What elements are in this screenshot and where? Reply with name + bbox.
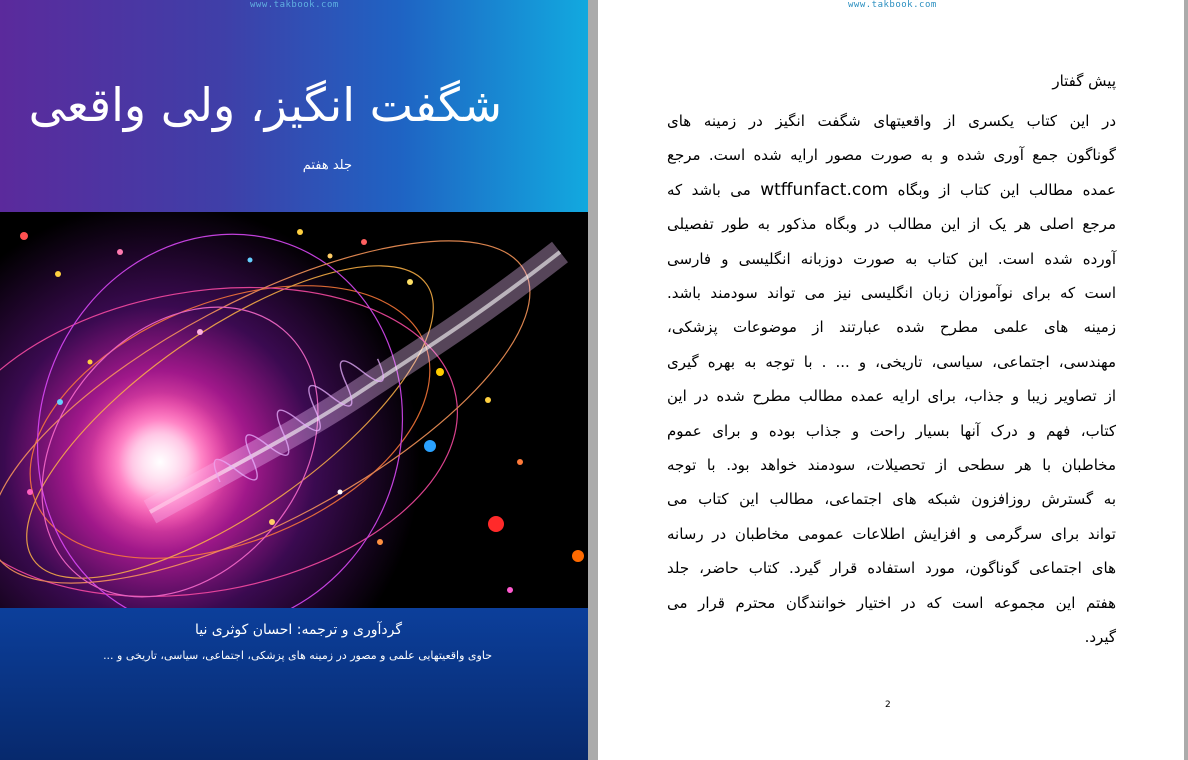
body-line: مخاطبان با هر سطحی از تحصیلات، سودمند خواهد بود. با توجه [667,456,1116,475]
body-line: گوناگون جمع آوری شده و به صورت مصور ارایه شده است. مرجع [667,146,1116,165]
body-line: هفتم این مجموعه است که در اختیار خوانندگان محترم قرار می [667,593,1116,612]
body-line: های اجتماعی گوناگون، مورد استفاده قرار گیرد. کتاب حاضر، جلد [667,559,1116,578]
cover-header-band [0,0,588,212]
preface-heading: پیش گفتار [1052,72,1116,90]
cover-artwork [0,212,588,608]
body-line-text: می باشد که [667,180,751,199]
cover-title: شگفت انگیز، ولی واقعی [28,78,502,132]
body-line: از تصاویر زیبا و جذاب، برای ارایه عمده مطالب مطرح شده در این [667,387,1116,406]
body-line-text: عمده مطالب این کتاب از وبگاه [897,180,1116,199]
watermark: www.takbook.com [250,0,339,10]
body-line: زمینه های علمی مطرح شده عبارتند از موضوعات پزشکی، [667,318,1116,337]
body-line: کتاب، فهم و درک آنها بسیار راحت و جذاب بوده و برای عموم [667,421,1116,440]
preface-body [667,104,1116,655]
body-line: مرجع اصلی هر یک از این مطالب در وبگاه مذکور به طور تفصیلی [667,215,1116,234]
cover-subtitle: حاوی واقعیتهایی علمی و مصور در زمینه های پزشکی، اجتماعی، سیاسی، تاریخی و ... [103,649,492,662]
preface-page [598,0,1184,760]
book-cover [0,0,588,760]
body-line: تواند برای سرگرمی و افزایش اطلاعات عمومی مخاطبان در رسانه [667,524,1116,543]
body-line: گیرد. [1084,628,1116,647]
cover-footer-band [0,608,588,760]
body-line: در این کتاب یکسری از واقعیتهای شگفت انگیز در زمینه های [667,112,1116,130]
body-line: مهندسی، اجتماعی، سیاسی، تاریخی، و ... . با توجه به بهره گیری [667,352,1116,371]
body-line [667,173,1116,207]
body-line: به گسترش روزافزون شبکه های اجتماعی، مطالب این کتاب می [667,490,1116,509]
cover-volume: جلد هفتم [302,158,352,173]
watermark: www.takbook.com [848,0,937,10]
body-line: است که برای نوآموزان زبان انگلیسی نیز می تواند سودمند باشد. [667,284,1116,303]
page-number: 2 [885,700,891,710]
website-link[interactable]: wtffunfact.com [760,179,889,200]
body-line: آورده شده است. این کتاب به صورت دوزبانه انگلیسی و فارسی [667,249,1116,268]
cover-author: گردآوری و ترجمه: احسان کوثری نیا [194,622,402,638]
